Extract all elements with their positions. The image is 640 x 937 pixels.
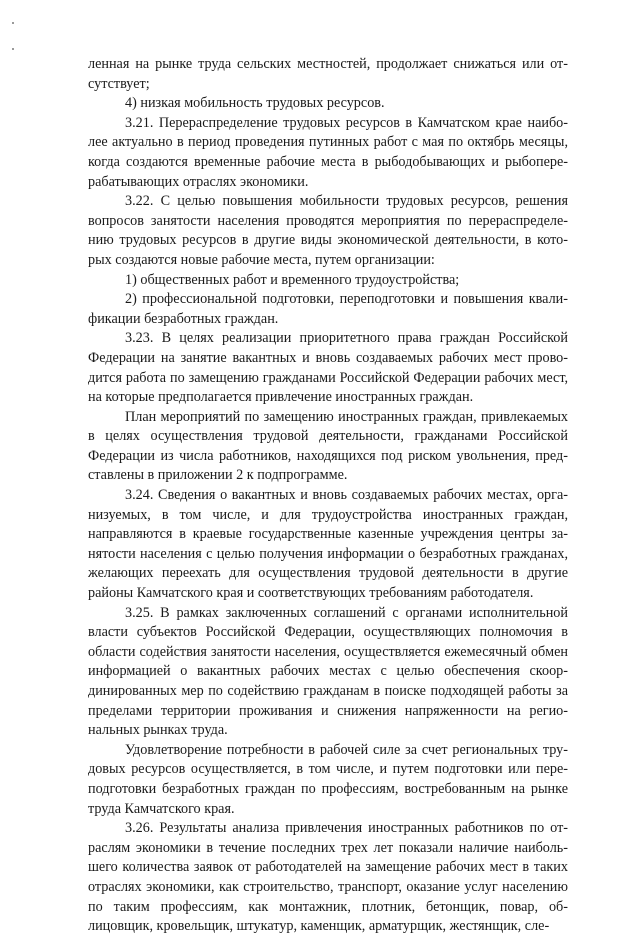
margin-mark xyxy=(12,48,14,50)
document-page xyxy=(88,55,568,937)
margin-mark xyxy=(12,22,14,24)
paragraph-satisfaction: Удовлетворение потребности в рабочей силе за счет региональных трудовых ресурсов осуществляется, в том числе, и путем подготовки или переподготовки безработных граждан по профессиям, востребованным на рынке труда Камчатского края. xyxy=(88,741,568,817)
paragraph-item-2: 2) профессиональной подготовки, переподготовки и повышения квалификации безработных граждан. xyxy=(88,291,568,327)
paragraph-3-25: 3.25. В рамках заключенных соглашений с органами исполнительной власти субъектов Российской Федерации, осуществляющих полномочия в области содействия занятости населения, осуществляется ежемесячный обмен информацией о вакантных рабочих местах с целью обеспечения скоординированных мер по содействию гражданам в поиске подходящей работы за пределами территории проживания и снижения напряженности на региональных рынках труда. xyxy=(88,604,568,739)
paragraph-continuation: ленная на рынке труда сельских местностей, продолжает снижаться или отсутствует; xyxy=(88,56,568,92)
paragraph-3-22: 3.22. С целью повышения мобильности трудовых ресурсов, решения вопросов занятости населения проводятся мероприятия по перераспределению трудовых ресурсов в другие виды экономической деятельности, в которых создаются новые рабочие места, путем организации: xyxy=(88,193,568,268)
paragraph-item-4: 4) низкая мобильность трудовых ресурсов. xyxy=(125,95,385,112)
paragraph-item-1: 1) общественных работ и временного трудоустройства; xyxy=(125,271,460,288)
paragraph-3-26: 3.26. Результаты анализа привлечения иностранных работников по отраслям экономики в течение последних трех лет показали наличие наибольшего количества заявок от работодателей на замещение рабочих мест в таких отраслях экономики, как строительство, транспорт, оказание услуг населению по таким профессиям, как монтажник, плотник, бетонщик, повар, облицовщик, кровельщик, штукатур, каменщик, арматурщик, жестянщик, сле- xyxy=(88,820,568,935)
paragraph-3-21: 3.21. Перераспределение трудовых ресурсов в Камчатском крае наиболее актуально в период проведения путинных работ с мая по октябрь месяцы, когда создаются временные рабочие места в рыбодобывающих и рыбоперерабатывающих отраслях экономики. xyxy=(88,114,568,190)
paragraph-3-23: 3.23. В целях реализации приоритетного права граждан Российской Федерации на занятие вакантных и вновь создаваемых рабочих мест проводится работа по замещению гражданами Российской Федерации рабочих мест, на которые предполагается привлечение иностранных граждан. xyxy=(88,330,568,406)
paragraph-plan: План мероприятий по замещению иностранных граждан, привлекаемых в целях осуществления трудовой деятельности, гражданами Российской Федерации из числа работников, находящихся под риском увольнения, представлены в приложении 2 к подпрограмме. xyxy=(88,408,568,484)
paragraph-3-24: 3.24. Сведения о вакантных и вновь создаваемых рабочих местах, организуемых, в том числе, и для трудоустройства иностранных граждан, направляются в краевые государственные казенные учреждения центры занятости населения с целью получения информации о безработных гражданах, желающих переехать для осуществления трудовой деятельности в другие районы Камчатского края и соответствующих требованиям работодателя. xyxy=(88,487,568,602)
